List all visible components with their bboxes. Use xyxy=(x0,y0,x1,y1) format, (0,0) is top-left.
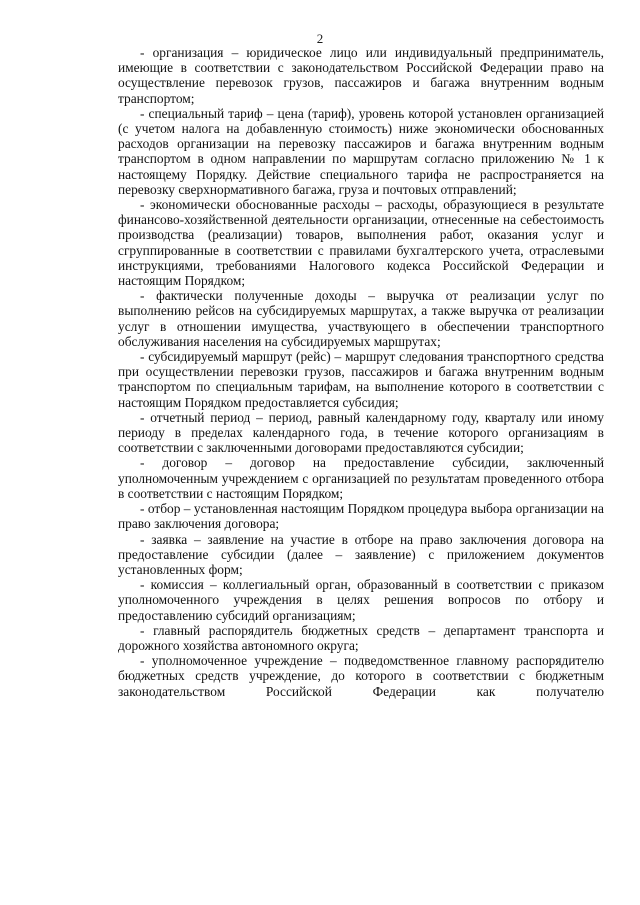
definitions-list xyxy=(118,45,604,699)
definition-organization: - организация – юридическое лицо или индивидуальный предприниматель, имеющие в соответствии с законодательством Российской Федерации право на осуществление перевозок грузов, пассажиров и багажа внутренним водным транспортом; xyxy=(118,45,604,106)
definition-application: - заявка – заявление на участие в отборе на право заключения договора на предоставление субсидии (далее – заявление) с приложением документов установленных форм; xyxy=(118,531,604,577)
definition-authorized-institution: - уполномоченное учреждение – подведомственное главному распорядителю бюджетных средств учреждение, до которого в соответствии с бюджетным законодательством Российской Федерации как получателю xyxy=(118,653,604,699)
definition-chief-manager: - главный распорядитель бюджетных средств – департамент транспорта и дорожного хозяйства автономного округа; xyxy=(118,622,604,653)
definition-reporting-period: - отчетный период – период, равный календарному году, кварталу или иному периоду в пределах календарного года, в течение которого организациям в соответствии с заключенными договорами предоставляются субсидии; xyxy=(118,409,604,456)
definition-commission: - комиссия – коллегиальный орган, образованный в соответствии с приказом уполномоченного учреждения в целях решения вопросов по отбору и предоставлению субсидий организациям; xyxy=(118,577,604,623)
definition-economic-expenses: - экономически обоснованные расходы – расходы, образующиеся в результате финансово-хозяйственной деятельности организации, отнесенные на себестоимость производства (реализации) товаров, выполнения работ, оказания услуг и сгруппированные в соответствии с правилами бухгалтерского учета, отраслевыми инструкциями, требованиями Налогового кодекса Российской Федерации и настоящим Порядком; xyxy=(118,197,604,289)
definition-contract: - договор – договор на предоставление субсидии, заключенный уполномоченным учреждением с организацией по результатам проведенного отбора в соответствии с настоящим Порядком; xyxy=(118,455,604,501)
definition-actual-income: - фактически полученные доходы – выручка от реализации услуг по выполнению рейсов на субсидируемых маршрутах, а также выручка от реализации услуг в отношении имущества, участвующего в обеспечении транспортного обслуживания населения на субсидируемых маршрутах; xyxy=(118,288,604,349)
definition-subsidized-route: - субсидируемый маршрут (рейс) – маршрут следования транспортного средства при осуществлении перевозки грузов, пассажиров и багажа внутренним водным транспортом по специальным тарифам, на выполнение которого в соответствии с настоящим Порядком предоставляется субсидия; xyxy=(118,349,604,410)
page-number: 2 xyxy=(316,31,324,46)
definition-special-tariff: - специальный тариф – цена (тариф), уровень которой установлен организацией (с учетом налога на добавленную стоимость) ниже экономически обоснованных расходов организации на перевозку пассажиров и багажа внутренним водным транспортом в одном направлении по маршрутам согласно приложению № 1 к настоящему Порядку. Действие специального тарифа не распространяется на перевозку сверхнормативного багажа, груза и почтовых отправлений; xyxy=(118,105,604,197)
definition-selection: - отбор – установленная настоящим Порядком процедура выбора организации на право заключения договора; xyxy=(118,501,604,532)
